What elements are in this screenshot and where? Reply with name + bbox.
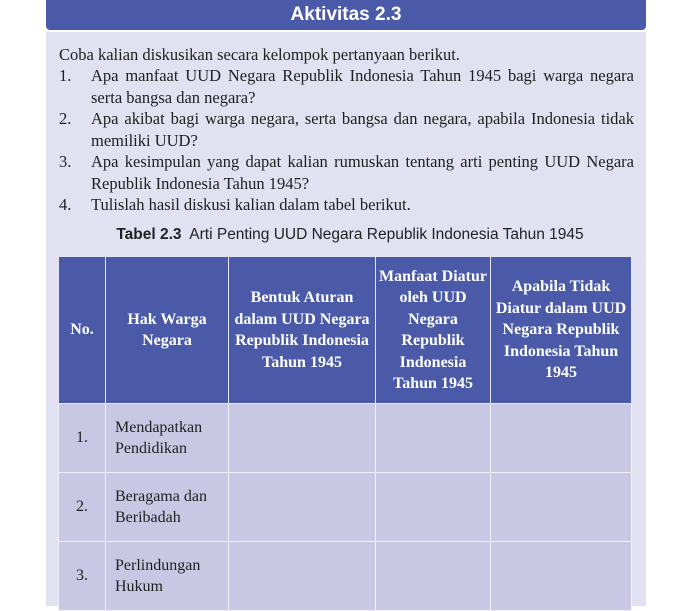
question-list [59, 65, 634, 216]
header-no: No. [59, 257, 106, 404]
cell-bentuk-aturan[interactable] [229, 404, 376, 473]
table-caption [0, 226, 700, 244]
question-item [59, 194, 634, 216]
cell-bentuk-aturan[interactable] [229, 473, 376, 542]
question-item [59, 108, 634, 151]
header-manfaat: Manfaat Diatur oleh UUD Negara Republik Indonesia Tahun 1945 [376, 257, 491, 404]
cell-apabila-tidak[interactable] [491, 404, 632, 473]
intro-text: Coba kalian diskusikan secara kelompok pertanyaan berikut. [59, 45, 460, 64]
question-text: Tulislah hasil diskusi kalian dalam tabel berikut. [91, 195, 411, 214]
row-number: 2. [59, 473, 106, 542]
cell-apabila-tidak[interactable] [491, 542, 632, 611]
question-item [59, 151, 634, 194]
table-caption-label: Tabel 2.3 [116, 226, 182, 243]
header-hak-warga-negara: Hak Warga Negara [106, 257, 229, 404]
table-row [59, 473, 632, 542]
cell-manfaat[interactable] [376, 473, 491, 542]
question-text: Apa manfaat UUD Negara Republik Indonesia Tahun 1945 bagi warga negara serta bangsa dan negara? [91, 66, 634, 107]
question-text: Apa akibat bagi warga negara, serta bangsa dan negara, apabila Indonesia tidak memiliki UUD? [91, 109, 634, 150]
table-row [59, 404, 632, 473]
header-apabila-tidak-diatur: Apabila Tidak Diatur dalam UUD Negara Republik Indonesia Tahun 1945 [491, 257, 632, 404]
question-number: 4. [59, 195, 72, 214]
question-number: 3. [59, 152, 72, 171]
cell-bentuk-aturan[interactable] [229, 542, 376, 611]
cell-manfaat[interactable] [376, 542, 491, 611]
cell-manfaat[interactable] [376, 404, 491, 473]
table-caption-text: Arti Penting UUD Negara Republik Indonesia Tahun 1945 [189, 226, 584, 243]
row-hak: Perlindungan Hukum [106, 542, 229, 611]
row-hak: Beragama dan Beribadah [106, 473, 229, 542]
table-header-row [59, 257, 632, 404]
question-number: 2. [59, 109, 72, 128]
row-number: 3. [59, 542, 106, 611]
activity-title: Aktivitas 2.3 [46, 0, 646, 30]
header-bentuk-aturan: Bentuk Aturan dalam UUD Negara Republik Indonesia Tahun 1945 [229, 257, 376, 404]
rights-table [58, 256, 632, 611]
row-number: 1. [59, 404, 106, 473]
question-item [59, 65, 634, 108]
cell-apabila-tidak[interactable] [491, 473, 632, 542]
question-text: Apa kesimpulan yang dapat kalian rumuskan tentang arti penting UUD Negara Republik Indonesia Tahun 1945? [91, 152, 634, 193]
table-row [59, 542, 632, 611]
question-number: 1. [59, 66, 72, 85]
row-hak: Mendapatkan Pendidikan [106, 404, 229, 473]
